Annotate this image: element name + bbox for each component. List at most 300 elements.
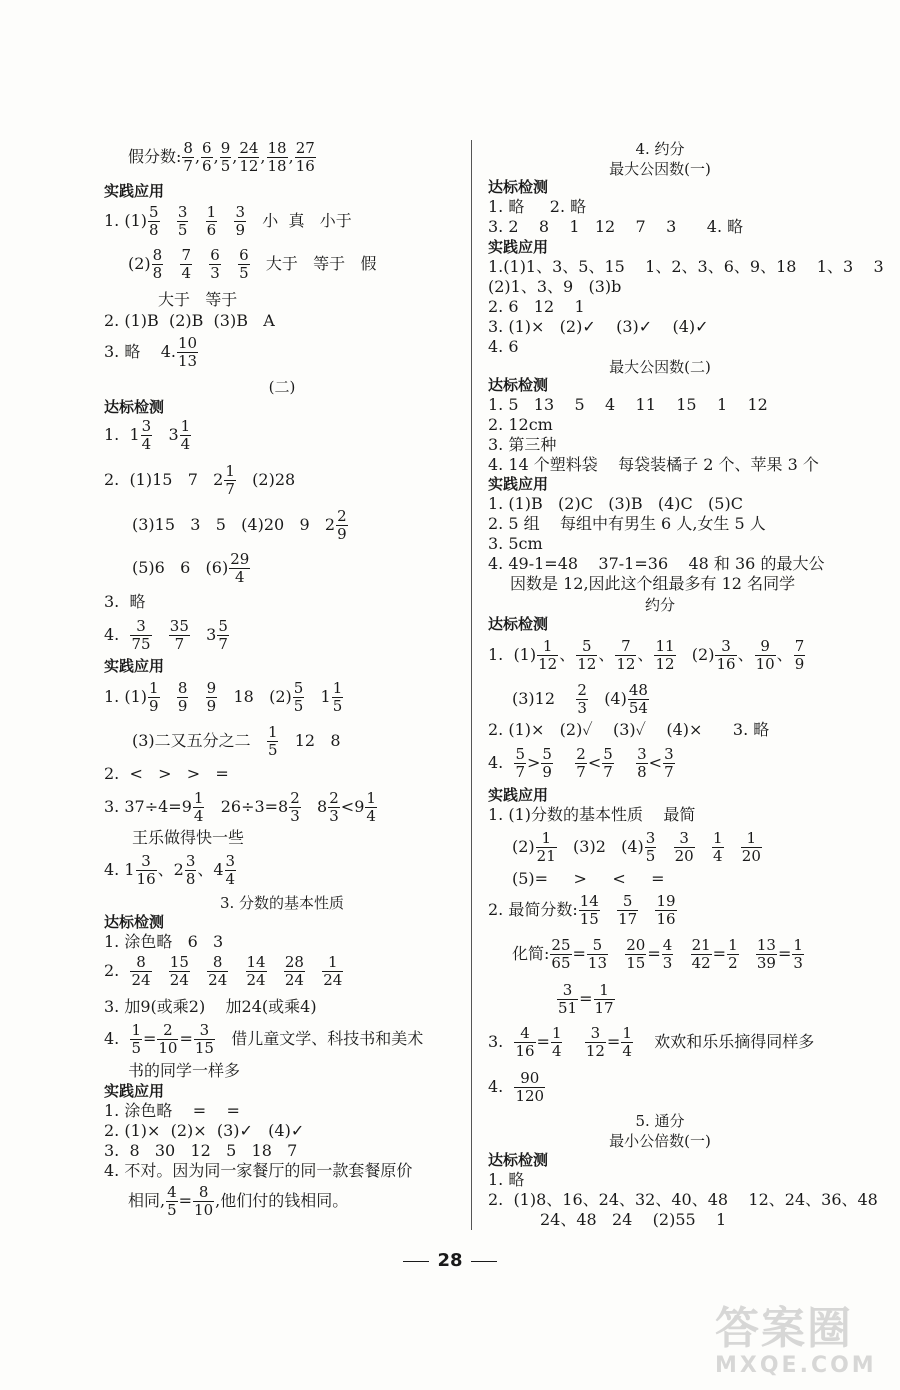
numerator: 8 <box>130 954 151 972</box>
fraction <box>636 746 648 781</box>
fraction <box>220 140 232 175</box>
denominator: 8 <box>637 763 647 781</box>
numerator: 4 <box>514 1025 535 1043</box>
fraction <box>141 418 153 453</box>
numerator: 48 <box>628 681 648 699</box>
fraction <box>267 724 279 759</box>
fraction <box>628 682 649 717</box>
denominator: 9 <box>337 525 347 543</box>
denominator: 16 <box>515 1042 535 1060</box>
denominator: 4 <box>225 870 236 888</box>
fraction <box>550 937 571 972</box>
section-heading: 达标检测 <box>104 398 165 416</box>
answer-line: 3. 2 8 1 12 7 3 4. 略 <box>488 217 744 236</box>
numerator: 8 <box>193 1184 214 1202</box>
section-heading: 达标检测 <box>488 178 549 196</box>
fraction <box>336 508 348 543</box>
denominator: 5 <box>332 697 343 715</box>
fraction <box>557 982 578 1017</box>
fraction <box>579 893 600 928</box>
answer-line: 1. 1 $\frac{3}{4}$ 3 $\frac{1}{4}$ <box>104 417 191 453</box>
section-title: 5. 通分 <box>635 1112 685 1130</box>
denominator: 24 <box>169 971 189 989</box>
numerator: 7 <box>181 246 192 264</box>
answer-line: (5)6 6 (6) $\frac{29}{4}$ <box>132 550 250 586</box>
fraction <box>148 680 160 715</box>
fraction <box>536 830 557 865</box>
fraction <box>177 335 198 370</box>
answer-line: 2. (1)× (2)✓ (3)✓ (4)× 3. 略 <box>488 720 770 739</box>
fraction <box>169 618 190 653</box>
answer-line: 4. 49-1=48 37-1=36 48 和 36 的最大公 <box>488 554 825 573</box>
fraction <box>169 954 190 989</box>
fraction <box>166 1184 178 1219</box>
denominator: 15 <box>194 1039 214 1057</box>
fraction <box>551 1025 563 1060</box>
denominator: 8 <box>185 870 196 888</box>
denominator: 5 <box>177 221 188 239</box>
numerator: 1 <box>793 936 803 954</box>
numerator: 3 <box>177 203 188 221</box>
denominator: 3 <box>329 807 339 825</box>
denominator: 75 <box>131 635 151 653</box>
fraction <box>594 982 615 1017</box>
fraction <box>289 790 301 825</box>
denominator: 6 <box>206 221 217 239</box>
denominator: 9 <box>177 697 188 715</box>
answer-line: 王乐做得快一些 <box>132 828 245 847</box>
answer-line: 2. 最简分数: $\frac{14}{15}$ $\frac{5}{17}$ $\frac{19}{16}$ <box>488 892 676 928</box>
answer-line: $\frac{3}{51}$ = $\frac{1}{17}$ <box>558 981 614 1017</box>
numerator: 28 <box>284 953 304 971</box>
numerator: 3 <box>185 852 196 870</box>
numerator: 5 <box>587 937 608 955</box>
numerator: 14 <box>579 892 599 910</box>
denominator: 7 <box>515 763 525 781</box>
answer-line: 1. (1) $\frac{5}{8}$ $\frac{3}{5}$ $\frac{1}{6}$ $\frac{3}{9}$ 小 真 小于 <box>104 203 352 239</box>
answer-line: 2. 12cm <box>488 415 553 434</box>
section-heading: 达标检测 <box>104 913 165 931</box>
denominator: 4 <box>180 435 191 453</box>
denominator: 24 <box>246 971 266 989</box>
answer-line: 2. (1)× (2)× (3)✓ (4)✓ <box>104 1121 305 1140</box>
denominator: 3 <box>210 264 220 282</box>
numerator: 10 <box>177 334 198 352</box>
fraction <box>621 1025 633 1060</box>
denominator: 16 <box>716 655 736 673</box>
denominator: 9 <box>794 655 805 673</box>
numerator: 14 <box>246 953 266 971</box>
numerator: 5 <box>617 893 638 911</box>
fraction <box>691 937 712 972</box>
line-improper-fractions: 假分数: $\frac{8}{7}$ , $\frac{6}{6}$ , $\frac{9}{5}$ , $\frac{24}{12}$ , $\frac{18}{18}$ , $\frac{27}{16}$ <box>128 139 315 175</box>
fraction <box>625 937 646 972</box>
answer-line: 大于 等于 <box>158 290 238 309</box>
denominator: 7 <box>218 635 228 653</box>
fraction <box>755 638 776 673</box>
numerator: 2 <box>337 507 347 525</box>
denominator: 4 <box>193 807 204 825</box>
answer-line: 4. 14 个塑料袋 每袋装橘子 2 个、苹果 3 个 <box>488 455 819 474</box>
answer-line: (3)二又五分之二 $\frac{1}{5}$ 12 8 <box>132 723 341 759</box>
answer-line: 因数是 12,因此这个组最多有 12 名同学 <box>510 574 796 593</box>
denominator: 5 <box>293 697 304 715</box>
fraction <box>645 830 657 865</box>
numerator: 20 <box>626 936 646 954</box>
answer-line: 书的同学一样多 <box>128 1061 241 1080</box>
denominator: 10 <box>194 1201 214 1219</box>
numerator: 5 <box>293 679 304 697</box>
numerator: 1 <box>131 1021 141 1039</box>
fraction <box>514 1025 535 1060</box>
denominator: 7 <box>174 635 185 653</box>
fraction <box>177 680 189 715</box>
denominator: 42 <box>691 954 711 972</box>
answer-line: 2. (1)8、16、24、32、40、48 12、24、36、48 <box>488 1190 878 1209</box>
numerator: 8 <box>177 679 188 697</box>
denominator: 3 <box>793 954 803 972</box>
denominator: 7 <box>576 763 586 781</box>
section-heading: 实践应用 <box>104 1082 165 1100</box>
numerator: 3 <box>141 417 152 435</box>
numerator: 1 <box>594 982 615 1000</box>
fraction <box>225 853 237 888</box>
numerator: 8 <box>207 954 228 972</box>
answer-line: 2. (1)B (2)B (3)B A <box>104 311 275 330</box>
answer-line: 2. (1)15 7 2 $\frac{1}{7}$ (2)28 <box>104 462 296 498</box>
answer-line: (3)15 3 5 (4)20 9 2 $\frac{2}{9}$ <box>132 507 347 543</box>
denominator: 12 <box>585 1042 605 1060</box>
fraction <box>655 893 676 928</box>
fraction <box>193 1184 214 1219</box>
denominator: 10 <box>755 655 775 673</box>
numerator: 8 <box>152 246 163 264</box>
answer-line: 4. 6 <box>488 337 519 356</box>
fraction <box>130 618 151 653</box>
numerator: 3 <box>664 745 674 763</box>
fraction <box>246 954 267 989</box>
answer-line: (2) $\frac{8}{8}$ $\frac{7}{4}$ $\frac{6}{3}$ $\frac{6}{5}$ 大于 等于 假 <box>128 246 377 282</box>
denominator: 4 <box>181 264 192 282</box>
fraction <box>217 618 229 653</box>
denominator: 13 <box>587 954 607 972</box>
fraction <box>794 638 806 673</box>
answer-line: 3. 略 <box>104 592 146 611</box>
numerator: 3 <box>130 618 151 636</box>
denominator: 9 <box>149 697 159 715</box>
fraction <box>792 937 804 972</box>
numerator: 2 <box>290 789 300 807</box>
denominator: 5 <box>645 847 656 865</box>
numerator: 11 <box>655 637 675 655</box>
fraction <box>180 418 192 453</box>
answer-line: 24、48 24 (2)55 1 <box>540 1210 727 1229</box>
subsection-title: 最大公因数(二) <box>609 358 711 376</box>
denominator: 9 <box>235 221 245 239</box>
denominator: 120 <box>515 1087 545 1105</box>
subsection-title: 最小公倍数(一) <box>609 1132 711 1150</box>
denominator: 39 <box>756 954 776 972</box>
answer-line: 2. $\frac{8}{24}$ $\frac{15}{24}$ $\frac{8}{24}$ $\frac{14}{24}$ $\frac{28}{24}$ $\frac{1}{24}$ <box>104 953 343 989</box>
numerator: 6 <box>202 139 212 157</box>
section-heading: 达标检测 <box>488 615 549 633</box>
answer-line: 1. 涂色略 = = <box>104 1101 240 1120</box>
denominator: 20 <box>674 847 694 865</box>
numerator: 3 <box>715 638 736 656</box>
numerator: 3 <box>585 1025 606 1043</box>
denominator: 6 <box>202 157 212 175</box>
fraction <box>617 893 638 928</box>
fraction <box>575 746 587 781</box>
fraction <box>332 680 344 715</box>
answer-line: 4. 1 $\frac{3}{16}$ 、2 $\frac{3}{8}$ 、4 $\frac{3}{4}$ <box>104 852 236 888</box>
denominator: 8 <box>152 264 163 282</box>
denominator: 4 <box>712 847 723 865</box>
numerator: 1 <box>741 830 762 848</box>
denominator: 4 <box>366 807 376 825</box>
fraction <box>180 247 192 282</box>
denominator: 24 <box>131 971 151 989</box>
numerator: 3 <box>225 852 236 870</box>
denominator: 4 <box>551 1042 562 1060</box>
fraction <box>224 463 236 498</box>
numerator: 1 <box>332 679 343 697</box>
numerator: 5 <box>542 745 552 763</box>
denominator: 15 <box>579 910 599 928</box>
denominator: 16 <box>136 870 156 888</box>
answer-line: 4. 不对。因为同一家餐厅的同一款套餐原价 <box>104 1161 413 1180</box>
fraction <box>238 140 259 175</box>
fraction <box>130 954 151 989</box>
numerator: 18 <box>267 139 287 157</box>
numerator: 1 <box>225 462 235 480</box>
numerator: 1 <box>193 789 204 807</box>
denominator: 12 <box>655 655 675 673</box>
fraction <box>654 638 675 673</box>
denominator: 24 <box>208 971 228 989</box>
answer-line: 化简: $\frac{25}{65}$ = $\frac{5}{13}$ $\frac{20}{15}$ = $\frac{4}{3}$ $\frac{21}{42}$ = $\frac{1}{2}$ $\frac{13}{39}$ = $\frac{1}{3}$ <box>512 936 803 972</box>
numerator: 2 <box>157 1022 178 1040</box>
fraction <box>194 1022 215 1057</box>
numerator: 3 <box>194 1022 215 1040</box>
fraction <box>206 680 218 715</box>
fraction <box>585 1025 606 1060</box>
answer-line: 1. 5 13 5 4 11 15 1 12 <box>488 395 768 414</box>
subsection-title: 最大公因数(一) <box>609 160 711 178</box>
section-title: 4. 约分 <box>635 140 685 158</box>
numerator: 3 <box>637 745 647 763</box>
watermark-logo: 答案圈 MXQE.COM <box>715 1303 877 1378</box>
fraction <box>177 204 189 239</box>
denominator: 4 <box>622 1042 632 1060</box>
denominator: 5 <box>131 1039 141 1057</box>
answer-line: 1. 涂色略 6 3 <box>104 932 224 951</box>
fraction <box>541 746 553 781</box>
fraction <box>185 853 197 888</box>
fraction <box>136 853 157 888</box>
numerator: 2 <box>576 745 586 763</box>
fraction <box>328 790 340 825</box>
numerator: 90 <box>514 1070 545 1088</box>
denominator: 3 <box>290 807 300 825</box>
answer-line: 3. 第三种 <box>488 435 557 454</box>
fraction <box>662 937 674 972</box>
answer-line: 1. 略 2. 略 <box>488 197 587 216</box>
answer-line: 1. (1) $\frac{1}{12}$ 、 $\frac{5}{12}$ 、 $\frac{7}{12}$ 、 $\frac{11}{12}$ (2) $\frac{3}{16}$ 、 $\frac{9}{10}$ 、 $\frac{7}{9}$ <box>488 637 805 673</box>
denominator: 2 <box>728 954 738 972</box>
numerator: 13 <box>756 936 776 954</box>
fraction <box>365 790 377 825</box>
fraction <box>207 954 228 989</box>
fraction <box>152 247 164 282</box>
subsection-title: 约分 <box>644 596 675 614</box>
numerator: 3 <box>557 982 578 1000</box>
numerator: 25 <box>551 936 571 954</box>
fraction <box>295 140 316 175</box>
answer-line: 4. $\frac{90}{120}$ <box>488 1069 545 1105</box>
fraction <box>587 937 608 972</box>
fraction <box>234 204 246 239</box>
fraction <box>284 954 305 989</box>
numerator: 21 <box>691 936 711 954</box>
fraction <box>615 638 636 673</box>
denominator: 3 <box>662 954 673 972</box>
fraction <box>322 954 343 989</box>
numerator: 5 <box>218 617 228 635</box>
fraction <box>715 638 736 673</box>
denominator: 21 <box>536 847 556 865</box>
denominator: 9 <box>542 763 552 781</box>
fraction <box>712 830 724 865</box>
denominator: 4 <box>141 435 152 453</box>
denominator: 16 <box>295 157 315 175</box>
numerator: 7 <box>615 638 636 656</box>
answer-line: 3. 略 4. $\frac{10}{13}$ <box>104 334 198 370</box>
denominator: 12 <box>538 655 558 673</box>
numerator: 1 <box>536 830 557 848</box>
numerator: 6 <box>239 246 249 264</box>
denominator: 17 <box>594 999 614 1017</box>
numerator: 9 <box>220 139 231 157</box>
denominator: 13 <box>177 352 198 370</box>
answer-line: 4. $\frac{1}{5}$ = $\frac{2}{10}$ = $\frac{3}{15}$ 借儿童文学、科技书和美术 <box>104 1021 424 1057</box>
answer-line: 2. 5 组 每组中有男生 6 人,女生 5 人 <box>488 514 766 533</box>
fraction <box>238 247 250 282</box>
denominator: 20 <box>741 847 761 865</box>
fraction <box>267 140 288 175</box>
numerator: 1 <box>180 417 191 435</box>
numerator: 3 <box>136 853 157 871</box>
fraction <box>193 790 205 825</box>
numerator: 35 <box>169 617 189 635</box>
denominator: 5 <box>239 264 249 282</box>
fraction <box>206 204 218 239</box>
answer-line: 2. < > > = <box>104 764 229 783</box>
denominator: 7 <box>603 763 613 781</box>
denominator: 12 <box>616 655 636 673</box>
section-heading: 实践应用 <box>488 786 549 804</box>
answer-line: (5)= > < = <box>512 869 665 888</box>
denominator: 54 <box>628 699 648 717</box>
fraction <box>229 551 250 586</box>
numerator: 5 <box>576 638 597 656</box>
numerator: 29 <box>230 550 250 568</box>
denominator: 12 <box>577 655 597 673</box>
answer-line: 1. (1)分数的基本性质 最简 <box>488 805 696 824</box>
numerator: 1 <box>206 203 217 221</box>
answer-line: 3. 8 30 12 5 18 7 <box>104 1141 298 1160</box>
fraction <box>756 937 777 972</box>
section-heading: 实践应用 <box>104 182 165 200</box>
section-heading: 实践应用 <box>488 238 549 256</box>
numerator: 4 <box>167 1183 177 1201</box>
answer-line: 3. 加9(或乘2) 加24(或乘4) <box>104 997 317 1016</box>
denominator: 18 <box>267 157 287 175</box>
numerator: 15 <box>169 953 189 971</box>
numerator: 24 <box>239 139 259 157</box>
numerator: 1 <box>551 1024 562 1042</box>
denominator: 9 <box>206 697 217 715</box>
fraction <box>663 746 675 781</box>
numerator: 3 <box>674 830 695 848</box>
numerator: 2 <box>329 789 339 807</box>
fraction <box>201 140 213 175</box>
numerator: 1 <box>622 1024 632 1042</box>
denominator: 10 <box>158 1039 178 1057</box>
denominator: 17 <box>618 910 638 928</box>
numerator: 1 <box>537 638 558 656</box>
numerator: 1 <box>149 679 159 697</box>
fraction <box>537 638 558 673</box>
answer-line: 1. (1) $\frac{1}{9}$ $\frac{8}{9}$ $\frac{9}{9}$ 18 (2) $\frac{5}{5}$ 1 $\frac{1}{5}$ <box>104 679 343 715</box>
fraction <box>293 680 305 715</box>
denominator: 51 <box>558 999 578 1017</box>
numerator: 5 <box>515 745 525 763</box>
numerator: 3 <box>645 829 656 847</box>
answer-line: 3. 37÷4=9 $\frac{1}{4}$ 26÷3=8 $\frac{2}{3}$ 8 $\frac{2}{3}$ <9 $\frac{1}{4}$ <box>104 789 376 825</box>
numerator: 1 <box>728 936 738 954</box>
numerator: 6 <box>210 246 220 264</box>
denominator: 5 <box>167 1201 177 1219</box>
fraction <box>741 830 762 865</box>
fraction <box>157 1022 178 1057</box>
fraction <box>182 140 194 175</box>
numerator: 7 <box>794 637 805 655</box>
numerator: 1 <box>322 954 343 972</box>
numerator: 1 <box>712 829 723 847</box>
section-heading: 实践应用 <box>104 657 165 675</box>
fraction <box>602 746 614 781</box>
fraction <box>209 247 221 282</box>
denominator: 7 <box>183 157 193 175</box>
denominator: 3 <box>577 699 587 717</box>
answer-line: 4. $\frac{3}{75}$ $\frac{35}{7}$ 3 $\frac{5}{7}$ <box>104 617 228 653</box>
fraction <box>514 746 526 781</box>
numerator: 1 <box>267 723 278 741</box>
section-heading: 达标检测 <box>488 1151 549 1169</box>
numerator: 5 <box>149 203 159 221</box>
answer-line: 3. $\frac{4}{16}$ = $\frac{1}{4}$ $\frac{3}{12}$ = $\frac{1}{4}$ 欢欢和乐乐摘得同样多 <box>488 1024 815 1060</box>
numerator: 19 <box>656 892 676 910</box>
denominator: 7 <box>664 763 674 781</box>
denominator: 15 <box>626 954 646 972</box>
numerator: 2 <box>577 681 587 699</box>
numerator: 9 <box>206 679 217 697</box>
answer-line: (2) $\frac{1}{21}$ (3)2 (4) $\frac{3}{5}$ $\frac{3}{20}$ $\frac{1}{4}$ $\frac{1}{20}$ <box>512 829 761 865</box>
answer-line: 1.(1)1、3、5、15 1、2、3、6、9、18 1、3 3 <box>488 257 884 276</box>
numerator: 3 <box>235 203 245 221</box>
numerator: 4 <box>662 936 673 954</box>
